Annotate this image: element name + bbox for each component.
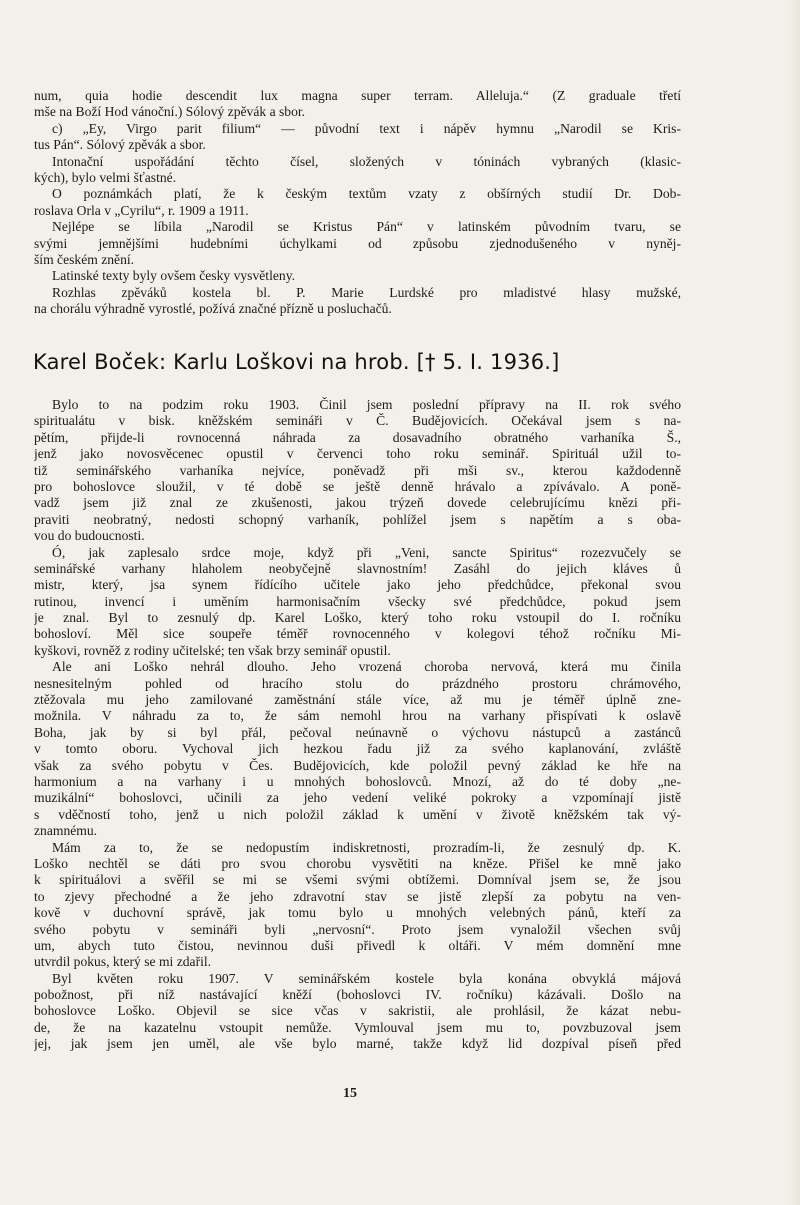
text-line: mistr, který, jsa synem řídícího učitele jako jeho předchůdce, překonal svou	[34, 577, 681, 593]
page-edge-shadow	[786, 0, 800, 1205]
text-line: utvrdil pokus, který se mi zdařil.	[34, 954, 212, 970]
text-line: vadž jsem již znal ze zkušenosti, jakou trýzeň dovede celebrujícímu knězi při-	[34, 495, 681, 511]
text-line: mše na Boží Hod vánoční.) Sólový zpěvák a sbor.	[34, 104, 306, 120]
text-line: na chorálu výhradně vyrostlé, požívá značné přízně u posluchačů.	[34, 301, 392, 317]
text-line: Byl květen roku 1907. V seminářském kostele byla konána obvyklá májová	[52, 970, 681, 986]
text-line: svého pobytu v semináři byli „nervosní“. Proto jsem vynaložil všechen svůj	[34, 921, 681, 937]
text-line: num, quia hodie descendit lux magna super terram. Alleluja.“ (Z graduale třetí	[34, 88, 681, 103]
text-line: je znal. Byl to zesnulý dp. Karel Loško, který toho roku vstoupil do I. ročníku	[34, 610, 681, 626]
text-line: pro bohoslovce sloužil, v té době se ještě denně hrávalo a zpívávalo. A poně-	[34, 478, 681, 494]
text-line: tiž seminářského varhaníka nejvíce, poněvadž při mši sv., kterou každodenně	[34, 462, 681, 478]
text-line: de, že na kazatelnu vstoupit nemůže. Vymlouval jsem mu to, povzbuzoval jsem	[34, 1019, 681, 1035]
page-number: 15	[343, 1086, 357, 1101]
text-line: možnila. V náhradu za to, že sám nemohl hrou na varhany přispívati k oslavě	[34, 708, 681, 724]
text-line: Boha, jak by si byl přál, pečoval neúnavně o výchovu nástupců a zastánců	[34, 724, 681, 740]
text-line: ztěžovala mu jeho zamilované zaměstnání stále více, až mu je téměř úplně zne-	[34, 692, 681, 708]
text-line: Intonační uspořádání těchto čísel, složených v tóninách vybraných (klasic-	[52, 153, 681, 169]
text-line: O poznámkách platí, že k českým textům vzaty z obšírných studií Dr. Dob-	[52, 186, 681, 202]
article-heading: Karel Boček: Karlu Loškovi na hrob. [† 5. I. 1936.]	[33, 350, 560, 374]
text-line: vou do budoucnosti.	[34, 528, 145, 544]
text-line: harmonium a na varhany i u mnohých bohoslovců. Mnozí, až do té doby „ne-	[34, 773, 681, 789]
text-line: pětím, přijde-li rovnocenná náhrada za dosavadního obratného varhaníka Š.,	[34, 429, 681, 445]
text-line: praviti neobratný, nedosti schopný varhaník, pohlížel jsem s napětím a s oba-	[34, 511, 681, 527]
text-line: svými jemnějšími hudebními úchylkami od způsobu zjednodušeného v nyněj-	[34, 235, 681, 251]
text-line: um, abych tuto čistou, nevinnou duši přivedl k oltáři. V mém domnění mne	[34, 937, 681, 953]
text-line: Ale ani Loško nehrál dlouho. Jeho vrozená choroba nervová, která mu činila	[52, 659, 681, 675]
text-line: kyškovi, rovněž z rodiny učitelské; ten však brzy seminář opustil.	[34, 642, 391, 658]
text-line: však za svého pobytu v Čes. Budějovicích, kde položil pevný základ ke hře na	[34, 757, 681, 773]
text-line: jej, jak jsem jen uměl, ale vše bylo marné, takže když lid dozpíval píseň před	[34, 1036, 681, 1052]
text-line: nesnesitelným pohled od hracího stolu do prázdného prostoru chrámového,	[34, 675, 681, 691]
text-line: seminářské varhany hlaholem neobyčejně slavnostním! Zasáhl do jejich kláves ů	[34, 560, 681, 576]
text-line: roslava Orla v „Cyrilu“, r. 1909 a 1911.	[34, 202, 249, 218]
text-line: spiritualátu v bisk. kněžském semináři v Č. Budějovicích. Očekával jsem s na-	[34, 413, 681, 429]
text-line: c) „Ey, Virgo parit filium“ — původní text i nápěv hymnu „Narodil se Kris-	[52, 120, 681, 136]
text-line: znamnému.	[34, 823, 98, 839]
text-line: s vděčností toho, jenž u nich položil základ k umění v životě kněžském tak vý-	[34, 806, 681, 822]
text-line: Mám za to, že se nedopustím indiskretnosti, prozradím-li, že zesnulý dp. K.	[52, 839, 681, 855]
text-line: Loško nechtěl se dáti pro svou chorobu vysvětiti na kněze. Přišel ke mně jako	[34, 855, 681, 871]
text-line: kově v duchovní správě, jak tomu bylo u mnohých velebných pánů, kteří za	[34, 905, 681, 921]
text-line: ším českém znění.	[34, 251, 135, 267]
text-line: Bylo to na podzim roku 1903. Činil jsem poslední přípravy na II. rok svého	[52, 397, 681, 412]
text-line: muzikální“ bohoslovci, učinili za jeho vedení veliké pokroky a vzpomínají jistě	[34, 790, 681, 806]
text-line: Latinské texty byly ovšem česky vysvětleny.	[52, 268, 296, 284]
text-line: v tomto oboru. Vychoval jich hezkou řadu již za svého kaplanování, zvláště	[34, 741, 681, 757]
text-line: Nejlépe se líbila „Narodil se Kristus Pán“ v latinském původním tvaru, se	[52, 219, 681, 235]
text-line: bohoslovce Loško. Objevil se sice včas v sakristii, ale prohlásil, že kázat nebu-	[34, 1003, 681, 1019]
text-line: k spirituálovi a svěřil se mi se všemi svými obtížemi. Domníval jsem se, že jsou	[34, 872, 681, 888]
text-line: jenž jako novosvěcenec opustil v červenci toho roku seminář. Spirituál užil to-	[34, 446, 681, 462]
text-line: Ó, jak zaplesalo srdce moje, když při „Veni, sancte Spiritus“ rozezvučely se	[52, 544, 681, 560]
text-line: tus Pán“. Sólový zpěvák a sbor.	[34, 137, 206, 153]
article-body	[34, 397, 681, 1053]
text-line: to zjevy přechodné a že jeho zdravotní stav se jistě zlepší za pobytu na ven-	[34, 888, 681, 904]
text-line: pobožnost, při níž nastávající kněží (bohoslovci IV. ročníku) kázávali. Došlo na	[34, 987, 681, 1003]
text-line: rutinou, invencí i uměním harmonisačním všecky své předchůdce, pokud jsem	[34, 593, 681, 609]
text-line: kých), bylo velmi šťastné.	[34, 169, 177, 185]
text-line: Rozhlas zpěváků kostela bl. P. Marie Lurdské pro mladistvé hlasy mužské,	[52, 284, 681, 300]
text-line: bohosloví. Měl sice soupeře téměř rovnocenného v kolegovi téhož ročníku Mi-	[34, 626, 681, 642]
top-section	[34, 88, 681, 317]
